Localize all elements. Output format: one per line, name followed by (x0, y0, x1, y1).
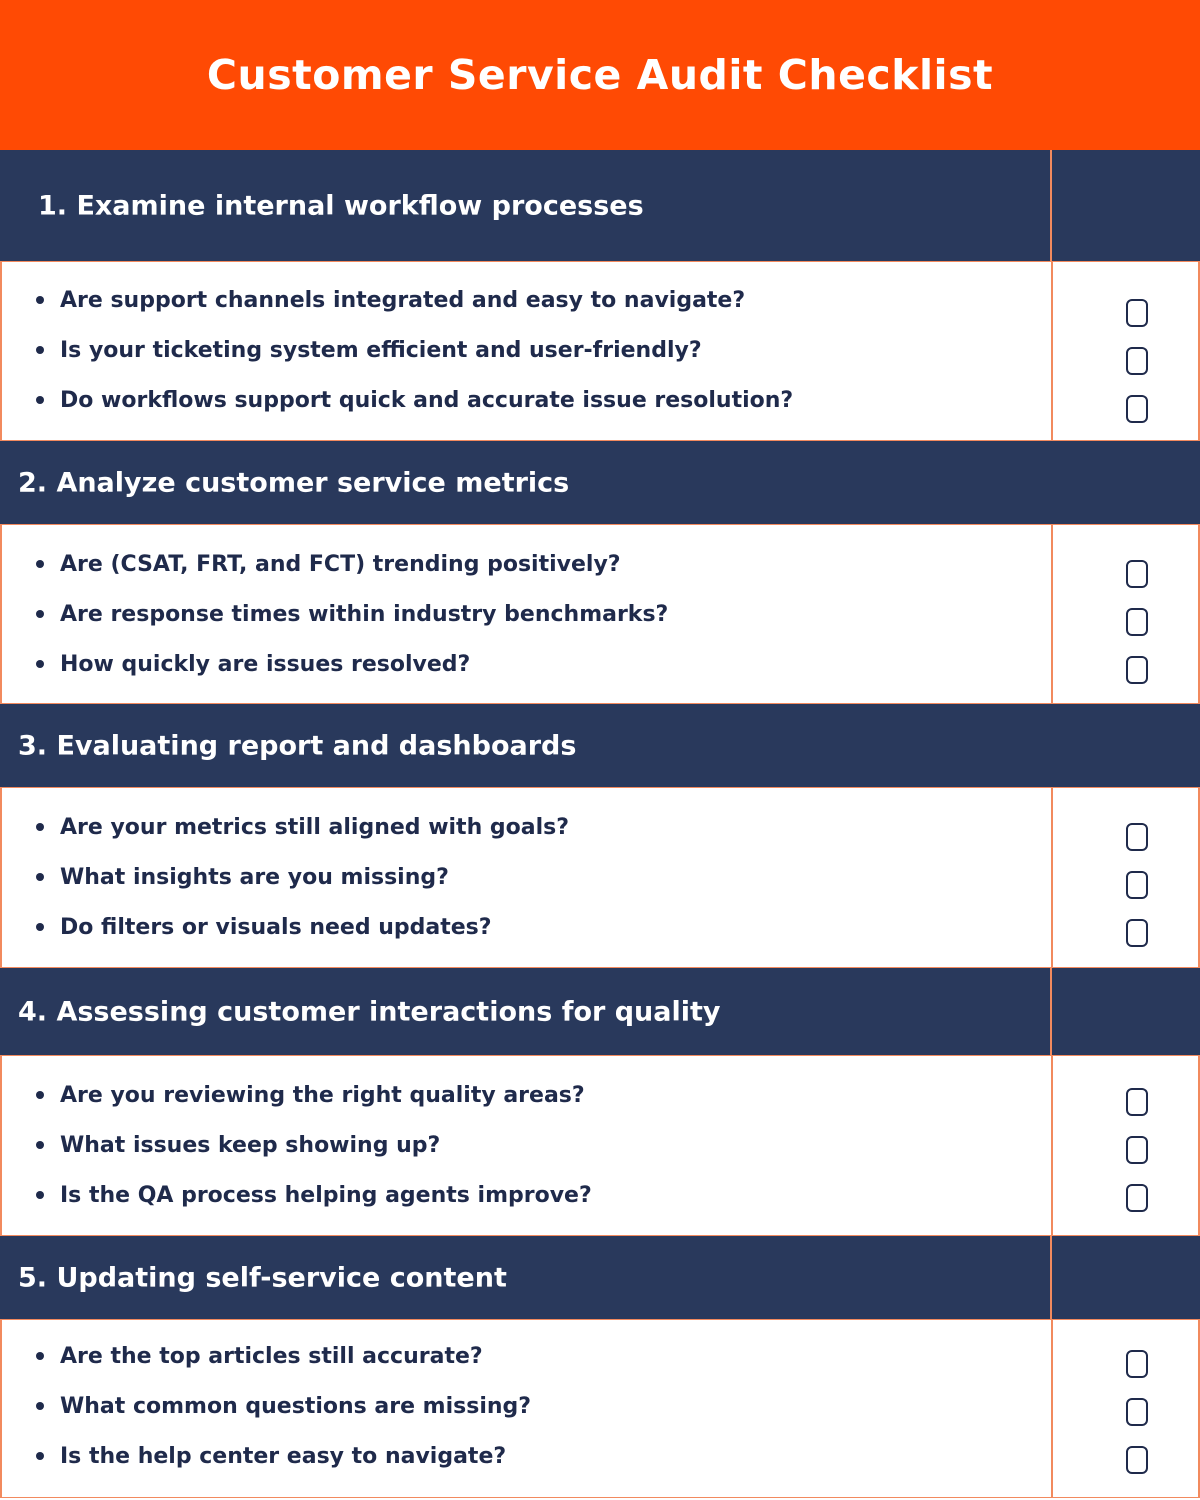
item-text: What insights are you missing? (60, 864, 449, 890)
section-body-3 (0, 788, 1200, 968)
item-text: Do workflows support quick and accurate issue resolution? (60, 387, 794, 413)
list-item (36, 335, 702, 365)
item-text: Is the QA process helping agents improve? (60, 1182, 592, 1208)
item-text: What issues keep showing up? (60, 1132, 441, 1158)
item-text: Are support channels integrated and easy to navigate? (60, 287, 746, 313)
bullet-icon (36, 660, 44, 668)
list-item (36, 649, 470, 679)
column-divider (1051, 262, 1053, 440)
section-title: 1. Examine internal workflow processes (38, 190, 644, 221)
item-text: Are the top articles still accurate? (60, 1343, 483, 1369)
item-text: Are you reviewing the right quality areas? (60, 1082, 585, 1108)
bullet-icon (36, 873, 44, 881)
list-item (36, 1130, 440, 1160)
column-divider (1051, 1056, 1053, 1235)
checkbox[interactable] (1126, 656, 1148, 684)
column-divider (1050, 150, 1052, 261)
column-divider (1051, 788, 1053, 967)
checkbox[interactable] (1126, 1184, 1148, 1212)
bullet-icon (36, 1452, 44, 1460)
section-body-4 (0, 1056, 1200, 1236)
section-title: 4. Assessing customer interactions for quality (18, 996, 721, 1027)
checkbox[interactable] (1126, 1350, 1148, 1378)
checklist-table (0, 150, 1200, 1500)
section-title: 5. Updating self-service content (18, 1262, 507, 1293)
section-body-5 (0, 1320, 1200, 1498)
checkbox[interactable] (1126, 871, 1148, 899)
bullet-icon (36, 923, 44, 931)
item-text: Are your metrics still aligned with goals? (60, 814, 569, 840)
bullet-icon (36, 1402, 44, 1410)
item-text: Do filters or visuals need updates? (60, 914, 492, 940)
section-header-1 (0, 150, 1200, 262)
bullet-icon (36, 1191, 44, 1199)
list-item (36, 285, 745, 315)
list-item (36, 1441, 506, 1471)
list-item (36, 385, 793, 415)
section-header-2 (0, 441, 1200, 525)
bullet-icon (36, 1091, 44, 1099)
item-text: Is your ticketing system efficient and user-friendly? (60, 337, 702, 363)
checkbox[interactable] (1126, 823, 1148, 851)
list-item (36, 1080, 585, 1110)
list-item (36, 812, 569, 842)
checkbox[interactable] (1126, 560, 1148, 588)
bullet-icon (36, 1141, 44, 1149)
bullet-icon (36, 346, 44, 354)
checkbox[interactable] (1126, 299, 1148, 327)
section-header-5 (0, 1236, 1200, 1320)
section-body-1 (0, 262, 1200, 441)
checkbox[interactable] (1126, 1446, 1148, 1474)
section-body-2 (0, 525, 1200, 704)
column-divider (1050, 968, 1052, 1055)
section-title: 3. Evaluating report and dashboards (18, 730, 577, 761)
checkbox[interactable] (1126, 347, 1148, 375)
list-item (36, 1391, 531, 1421)
bullet-icon (36, 610, 44, 618)
checkbox[interactable] (1126, 395, 1148, 423)
item-text: What common questions are missing? (60, 1393, 532, 1419)
section-title: 2. Analyze customer service metrics (18, 467, 570, 498)
column-divider (1051, 1320, 1053, 1497)
checkbox[interactable] (1126, 919, 1148, 947)
list-item (36, 862, 449, 892)
bullet-icon (36, 823, 44, 831)
list-item (36, 912, 492, 942)
checkbox[interactable] (1126, 1088, 1148, 1116)
page-header (0, 0, 1200, 150)
checkbox[interactable] (1126, 1398, 1148, 1426)
list-item (36, 1180, 592, 1210)
item-text: Are response times within industry benchmarks? (60, 601, 669, 627)
column-divider (1050, 1236, 1052, 1319)
section-header-4 (0, 968, 1200, 1056)
bullet-icon (36, 560, 44, 568)
list-item (36, 549, 621, 579)
list-item (36, 599, 668, 629)
bullet-icon (36, 396, 44, 404)
column-divider (1051, 525, 1053, 703)
checkbox[interactable] (1126, 608, 1148, 636)
item-text: Is the help center easy to navigate? (60, 1443, 507, 1469)
item-text: Are (CSAT, FRT, and FCT) trending positively? (60, 551, 621, 577)
item-text: How quickly are issues resolved? (60, 651, 471, 677)
section-header-3 (0, 704, 1200, 788)
checkbox[interactable] (1126, 1136, 1148, 1164)
list-item (36, 1341, 483, 1371)
bullet-icon (36, 1352, 44, 1360)
page-title: Customer Service Audit Checklist (206, 51, 994, 99)
bullet-icon (36, 296, 44, 304)
